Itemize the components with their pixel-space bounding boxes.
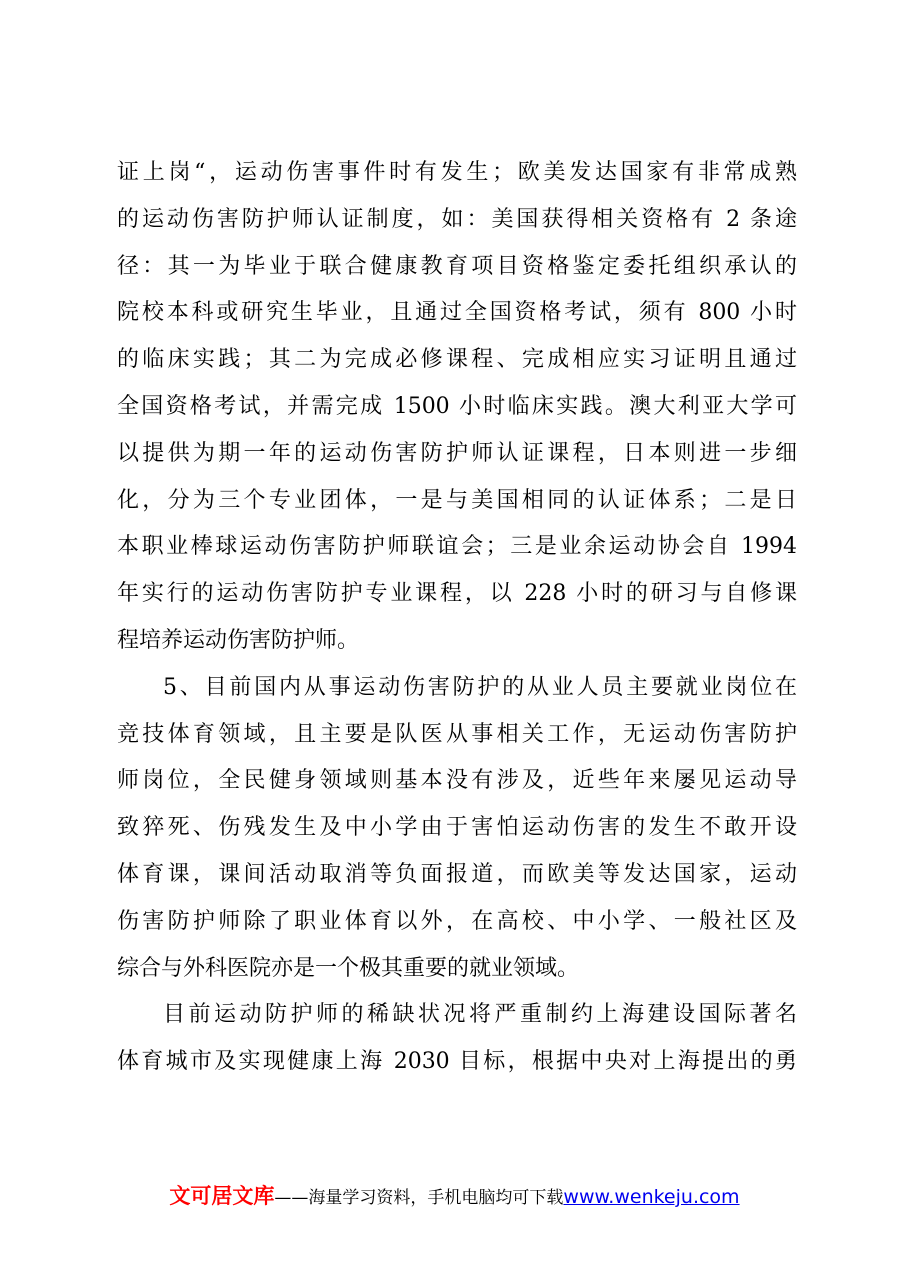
document-body xyxy=(117,150,797,1086)
text-line: 的临床实践；其二为完成必修课程、完成相应实习证明且通过 xyxy=(117,347,797,373)
text-line: 师岗位，全民健身领域则基本没有涉及，近些年来屡见运动导 xyxy=(117,768,797,794)
footer-tagline: ——海量学习资料，手机电脑均可下载 xyxy=(274,1188,564,1208)
text-line: 竞技体育领域，且主要是队医从事相关工作，无运动伤害防护 xyxy=(117,721,797,747)
text-line: 的运动伤害防护师认证制度，如：美国获得相关资格有 2 条途 xyxy=(117,206,797,232)
text-line: 径：其一为毕业于联合健康教育项目资格鉴定委托组织承认的 xyxy=(117,253,797,279)
text-line: 致猝死、伤残发生及中小学由于害怕运动伤害的发生不敢开设 xyxy=(117,815,797,841)
text-line: 化，分为三个专业团体，一是与美国相同的认证体系；二是日 xyxy=(117,487,797,513)
text-line: 综合与外科医院亦是一个极其重要的就业领域。 xyxy=(117,955,580,981)
text-line: 程培养运动伤害防护师。 xyxy=(117,627,360,653)
text-line: 目前运动防护师的稀缺状况将严重制约上海建设国际著名 xyxy=(163,1002,797,1028)
text-line: 体育课，课间活动取消等负面报道，而欧美等发达国家，运动 xyxy=(117,861,797,887)
text-line: 证上岗“，运动伤害事件时有发生；欧美发达国家有非常成熟 xyxy=(117,160,797,185)
text-line: 全国资格考试，并需完成 1500 小时临床实践。澳大利亚大学可 xyxy=(117,393,797,419)
page-footer xyxy=(0,1180,909,1210)
text-line: 体育城市及实现健康上海 2030 目标，根据中央对上海提出的勇 xyxy=(117,1049,797,1075)
text-line: 伤害防护师除了职业体育以外，在高校、中小学、一般社区及 xyxy=(117,908,797,934)
text-line: 以提供为期一年的运动伤害防护师认证课程，日本则进一步细 xyxy=(117,440,797,466)
footer-brand: 文可居文库 xyxy=(169,1184,275,1208)
text-line: 院校本科或研究生毕业，且通过全国资格考试，须有 800 小时 xyxy=(117,300,797,326)
text-line: 本职业棒球运动伤害防护师联谊会；三是业余运动协会自 1994 xyxy=(117,534,797,560)
text-line: 5、目前国内从事运动伤害防护的从业人员主要就业岗位在 xyxy=(163,674,797,700)
text-line: 年实行的运动伤害防护专业课程，以 228 小时的研习与自修课 xyxy=(117,581,797,607)
footer-website-link[interactable]: www.wenkeju.com xyxy=(563,1186,740,1208)
